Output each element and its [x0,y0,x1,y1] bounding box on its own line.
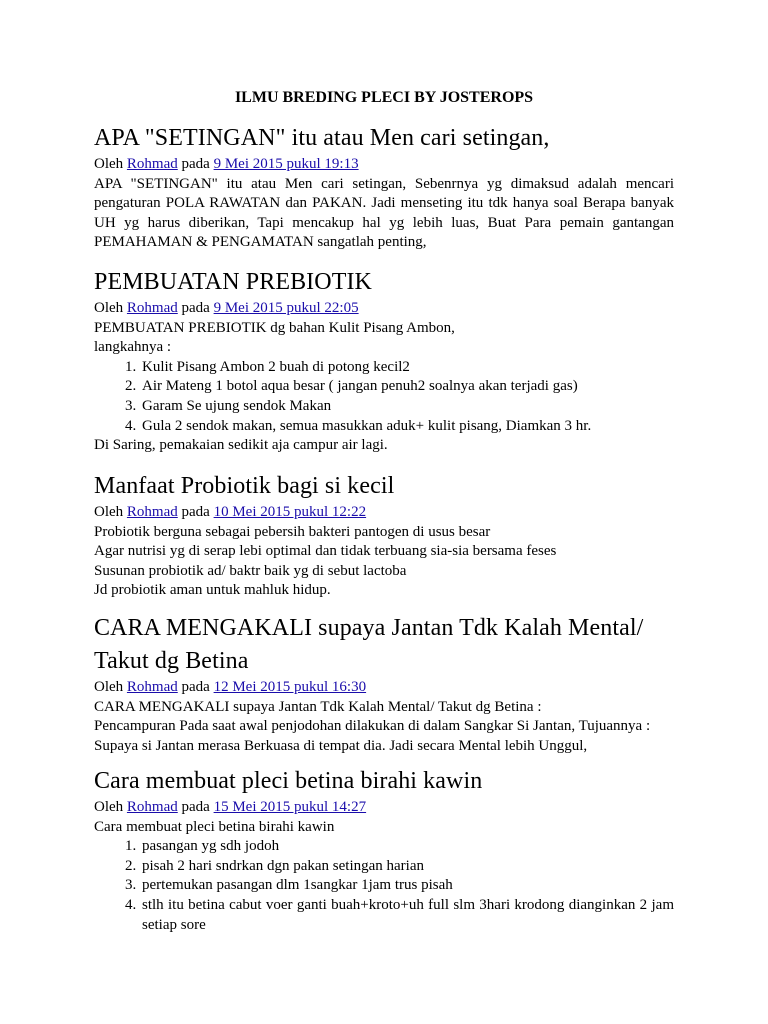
post-meta [94,155,674,175]
post-title-line: Takut dg Betina [94,648,249,674]
body-line: Cara membuat pleci betina birahi kawin [94,818,335,835]
body-line: Di Saring, pemakaian sedikit aja campur air lagi. [94,437,388,454]
body-line: langkahnya : [94,339,172,356]
meta-by-label: Oleh [94,679,124,695]
date-link[interactable]: 9 Mei 2015 pukul 22:05 [213,300,359,316]
body-line: Pencampuran Pada saat awal penjodohan dilakukan di dalam Sangkar Si Jantan, Tujuannya : [94,718,651,735]
body-line: CARA MENGAKALI supaya Jantan Tdk Kalah Mental/ Takut dg Betina : [94,698,542,715]
author-link[interactable]: Rohmad [126,679,178,695]
list-item: 2. Air Mateng 1 botol aqua besar ( jangan penuh2 soalnya akan terjadi gas) [140,377,674,397]
body-line: Probiotik berguna sebagai pebersih bakteri pantogen di usus besar [94,523,491,540]
post-birahi-kawin [94,765,674,935]
date-link[interactable]: 12 Mei 2015 pukul 16:30 [213,679,367,695]
body-line: Jd probiotik aman untuk mahluk hidup. [94,582,331,599]
post-setingan [94,122,674,253]
date-link[interactable]: 9 Mei 2015 pukul 19:13 [213,156,359,172]
list-item: 4. Gula 2 sendok makan, semua masukkan aduk+ kulit pisang, Diamkan 3 hr. [140,417,674,437]
body-line: Susunan probiotik ad/ baktr baik yg di sebut lactoba [94,562,407,579]
post-cara-mengakali [94,612,674,756]
post-title: Cara membuat pleci betina birahi kawin [94,768,483,794]
meta-by-label: Oleh [94,799,124,815]
steps-list [94,358,674,436]
body-line: Supaya si Jantan merasa Berkuasa di tempat dia. Jadi secara Mental lebih Unggul, [94,737,588,754]
body-line: PEMBUATAN PREBIOTIK dg bahan Kulit Pisang Ambon, [94,319,455,336]
list-item: 2. pisah 2 hari sndrkan dgn pakan setingan harian [140,857,674,877]
body-line: Agar nutrisi yg di serap lebi optimal dan tidak terbuang sia-sia bersama feses [94,543,557,560]
meta-on-label: pada [181,799,210,815]
author-link[interactable]: Rohmad [126,300,178,316]
date-link[interactable]: 10 Mei 2015 pukul 12:22 [213,504,367,520]
author-link[interactable]: Rohmad [126,799,178,815]
meta-by-label: Oleh [94,504,124,520]
meta-on-label: pada [181,300,210,316]
post-prebiotik [94,266,674,456]
list-item: 1. pasangan yg sdh jodoh [140,837,674,857]
post-title: Manfaat Probiotik bagi si kecil [94,473,395,499]
meta-on-label: pada [181,679,210,695]
post-manfaat-probiotik [94,470,674,601]
post-paragraph: APA "SETINGAN" itu atau Men cari setingan, Sebenrnya yg dimaksud adalah mencari pengaturan POLA RAWATAN dan PAKAN. Jadi menseting itu tdk hanya soal Berapa banyak UH yg harus diberikan, Tapi mencakup hal yg lebih luas, Buat Para pemain gantangan PEMAHAMAN & PENGAMATAN sangatlah penting, [94,175,674,251]
steps-list [94,837,674,935]
meta-on-label: pada [181,156,210,172]
post-title: PEMBUATAN PREBIOTIK [94,269,372,295]
document-title: ILMU BREDING PLECI BY JOSTEROPS [234,89,534,106]
meta-on-label: pada [181,504,210,520]
post-meta [94,503,674,523]
post-meta [94,299,674,319]
date-link[interactable]: 15 Mei 2015 pukul 14:27 [213,799,367,815]
list-item: 1. Kulit Pisang Ambon 2 buah di potong kecil2 [140,358,674,378]
list-item: 4. stlh itu betina cabut voer ganti buah+kroto+uh full slm 3hari krodong dianginkan 2 jam setiap sore [140,896,674,935]
list-item: 3. Garam Se ujung sendok Makan [140,397,674,417]
meta-by-label: Oleh [94,300,124,316]
list-item: 3. pertemukan pasangan dlm 1sangkar 1jam trus pisah [140,876,674,896]
post-meta [94,798,674,818]
author-link[interactable]: Rohmad [126,504,178,520]
meta-by-label: Oleh [94,156,124,172]
post-meta [94,678,674,698]
author-link[interactable]: Rohmad [126,156,178,172]
post-title: APA "SETINGAN" itu atau Men cari setingan, [94,125,550,151]
post-title-line: CARA MENGAKALI supaya Jantan Tdk Kalah Mental/ [94,615,644,641]
